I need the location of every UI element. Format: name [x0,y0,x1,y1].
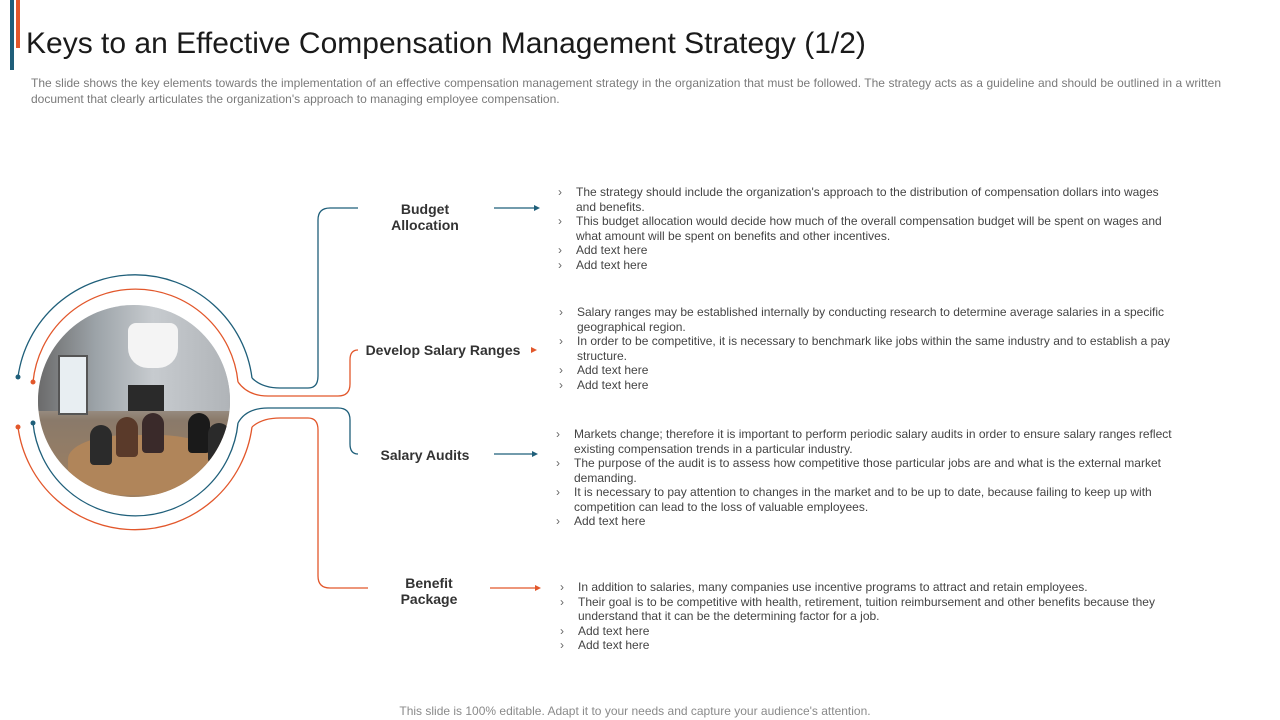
list-item: › Add text here [558,624,1173,639]
list-item: › Add text here [554,514,1179,529]
key-label-salary-audits: Salary Audits [380,447,470,463]
page-subtitle: The slide shows the key elements towards the implementation of an effective compensation management strategy in the organization that must be followed. The strategy acts as a guideline and should be outlined in a written document that clearly articulates the organization's approach to managing employee compensation. [31,76,1221,106]
footer-note: This slide is 100% editable. Adapt it to your needs and capture your audience's attention. [399,704,871,718]
key-label-benefit-package: Benefit Package [400,575,458,607]
connector-salary-ranges [238,350,358,396]
list-item: › Their goal is to be competitive with health, retirement, tuition reimbursement and other benefits because they understand that it can be the determining factor for a job. [558,595,1173,624]
arc-dot [31,421,36,426]
list-item: › Add text here [557,363,1177,378]
benefit-package-points [558,580,1173,653]
list-item: › Add text here [556,258,1176,273]
list-item: › The purpose of the audit is to assess how competitive those particular jobs are and what is the external market demanding. [554,456,1179,485]
arc-dot [31,380,36,385]
page-title: Keys to an Effective Compensation Management Strategy (1/2) [26,27,866,60]
connector-budget [252,208,358,388]
list-item: › Add text here [556,243,1176,258]
list-item: › In order to be competitive, it is necessary to benchmark like jobs within the same industry and to establish a pay structure. [557,334,1177,363]
key-label-budget-allocation: Budget Allocation [391,201,459,233]
develop-salary-ranges-points [557,305,1177,392]
arrow-head [532,451,538,457]
list-item: › Add text here [557,378,1177,393]
list-item: › In addition to salaries, many companies use incentive programs to attract and retain employees. [558,580,1173,595]
arrow-head [531,347,537,353]
arc-dot [16,425,21,430]
arrow-head [534,205,540,211]
connector-salary-audits [238,408,358,454]
arrow-head [535,585,541,591]
list-item: › It is necessary to pay attention to changes in the market and to be up to date, because failing to keep up with competition can lead to the loss of valuable employees. [554,485,1179,514]
arc-dot [16,375,21,380]
budget-allocation-points [556,185,1176,272]
key-label-develop-salary-ranges: Develop Salary Ranges [365,342,521,358]
meeting-photo [38,305,230,497]
list-item: › The strategy should include the organization's approach to the distribution of compensation dollars into wages and benefits. [556,185,1176,214]
salary-audits-points [554,427,1179,529]
list-item: › Salary ranges may be established internally by conducting research to determine average salaries in a specific geographical region. [557,305,1177,334]
list-item: › This budget allocation would decide how much of the overall compensation budget will be spent on wages and what amount will be spent on benefits and other incentives. [556,214,1176,243]
list-item: › Add text here [558,638,1173,653]
list-item: › Markets change; therefore it is important to perform periodic salary audits in order to ensure salary ranges reflect existing compensation trends in a particular industry. [554,427,1179,456]
